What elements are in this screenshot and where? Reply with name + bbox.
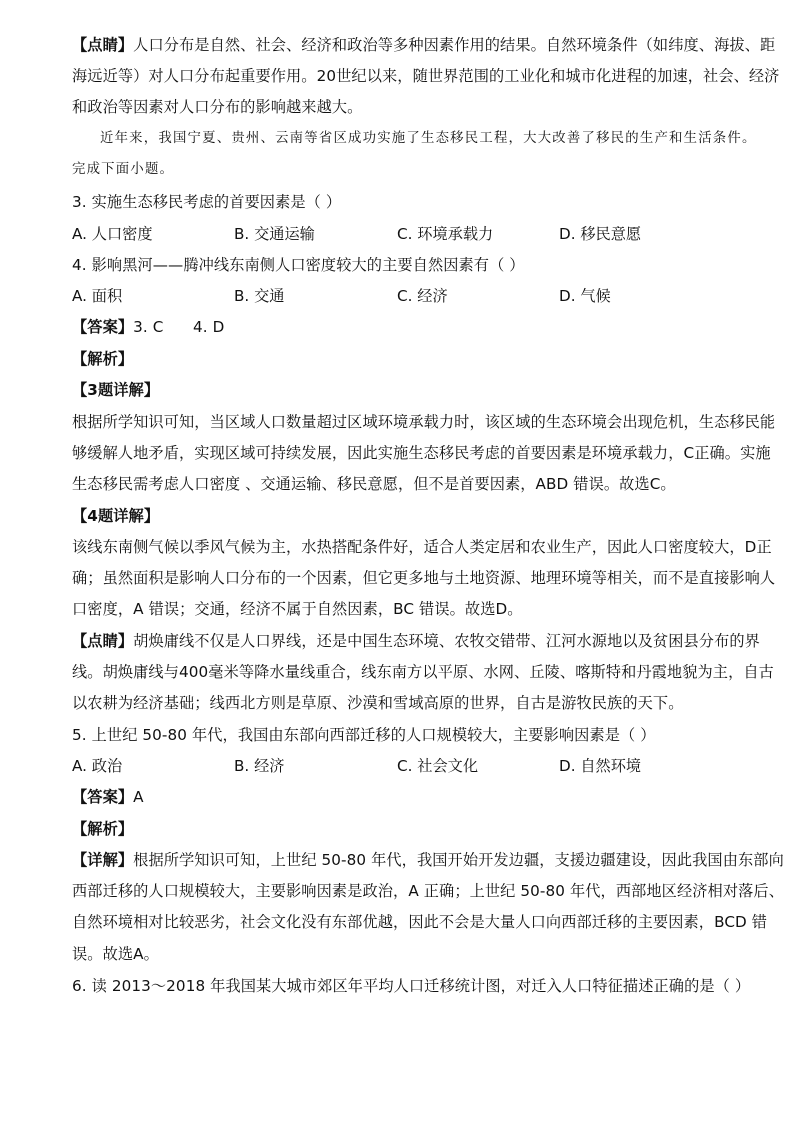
detail4-line-3: 口密度，A 错误；交通，经济不属于自然因素，BC 错误。故选D。 — [72, 600, 523, 618]
analysis2-label: 【解析】 — [72, 820, 134, 838]
detail3-line-3: 生态移民需考虑人口密度 、交通运输、移民意愿，但不是首要因素，ABD 错误。故选C。 — [72, 475, 676, 493]
answer1-text: 3. C 4. D — [133, 318, 225, 336]
q3-option-d: D. 移民意愿 — [559, 225, 642, 243]
detail3-label: 【3题详解】 — [72, 381, 160, 399]
detail5-label: 【详解】 — [72, 851, 134, 869]
q5-stem: 5. 上世纪 50-80 年代，我国由东部向西部迁移的人口规模较大，主要影响因素是（ ） — [72, 726, 656, 744]
q4-option-b: B. 交通 — [234, 287, 285, 305]
q4-option-c: C. 经济 — [397, 287, 448, 305]
detail5-line-2: 西部迁移的人口规模较大，主要影响因素是政治，A 正确；上世纪 50-80 年代，西部地区经济相对落后、 — [72, 882, 784, 900]
q6-stem: 6. 读 2013～2018 年我国某大城市郊区年平均人口迁移统计图，对迁入人口特征描述正确的是（ ） — [72, 977, 751, 995]
answer1-line — [72, 317, 224, 337]
q3-option-b: B. 交通运输 — [234, 225, 315, 243]
passage-line-1: 近年来，我国宁夏、贵州、云南等省区成功实施了生态移民工程，大大改善了移民的生产和生活条件。 — [100, 131, 757, 146]
note2-line-3: 以农耕为经济基础；线西北方则是草原、沙漠和雪域高原的世界，自古是游牧民族的天下。 — [72, 694, 684, 712]
q4-option-a: A. 面积 — [72, 287, 123, 305]
detail5-line-4: 误。故选A。 — [72, 945, 159, 963]
detail4-line-1: 该线东南侧气候以季风气候为主，水热搭配条件好，适合人类定居和农业生产，因此人口密度较大，D正 — [72, 538, 772, 556]
answer1-label: 【答案】 — [72, 318, 134, 336]
note1-label: 【点睛】 — [72, 36, 134, 54]
analysis1-label: 【解析】 — [72, 350, 134, 368]
answer2-line — [72, 787, 144, 807]
passage-line-2: 完成下面小题。 — [72, 162, 175, 177]
q5-option-a: A. 政治 — [72, 757, 123, 775]
note1-line-1: 【点睛】人口分布是自然、社会、经济和政治等多种因素作用的结果。自然环境条件（如纬度、海拔、距 — [72, 36, 776, 54]
answer2-label: 【答案】 — [72, 788, 134, 806]
q3-option-c: C. 环境承载力 — [397, 225, 494, 243]
detail4-line-2: 确；虽然面积是影响人口分布的一个因素，但它更多地与土地资源、地理环境等相关，而不是直接影响人 — [72, 569, 776, 587]
note2-label: 【点睛】 — [72, 632, 134, 650]
detail3-line-2: 够缓解人地矛盾，实现区域可持续发展，因此实施生态移民考虑的首要因素是环境承载力，C正确。实施 — [72, 444, 771, 462]
answer2-text: A — [133, 788, 144, 806]
note1-line-2: 海远近等）对人口分布起重要作用。20世纪以来，随世界范围的工业化和城市化进程的加速，社会、经济 — [72, 67, 780, 85]
detail5-line-3: 自然环境相对比较恶劣，社会文化没有东部优越，因此不会是大量人口向西部迁移的主要因素，BCD 错 — [72, 913, 768, 931]
q3-stem: 3. 实施生态移民考虑的首要因素是（ ） — [72, 193, 342, 211]
detail4-label: 【4题详解】 — [72, 507, 160, 525]
q5-option-c: C. 社会文化 — [397, 757, 479, 775]
q5-option-b: B. 经济 — [234, 757, 285, 775]
note2-line-2: 线。胡焕庸线与400毫米等降水量线重合，线东南方以平原、水网、丘陵、喀斯特和丹霞地貌为主，自古 — [72, 663, 774, 681]
detail3-line-1: 根据所学知识可知，当区域人口数量超过区域环境承载力时，该区域的生态环境会出现危机，生态移民能 — [72, 413, 776, 431]
detail5-line-1: 【详解】根据所学知识可知，上世纪 50-80 年代，我国开始开发边疆，支援边疆建设，因此我国由东部向 — [72, 851, 784, 869]
q5-option-d: D. 自然环境 — [559, 757, 642, 775]
q4-stem: 4. 影响黑河——腾冲线东南侧人口密度较大的主要自然因素有（ ） — [72, 256, 525, 274]
q4-option-d: D. 气候 — [559, 287, 611, 305]
q3-option-a: A. 人口密度 — [72, 225, 153, 243]
note2-line-1: 【点睛】胡焕庸线不仅是人口界线，还是中国生态环境、农牧交错带、江河水源地以及贫困县分布的界 — [72, 632, 760, 650]
note1-line-3: 和政治等因素对人口分布的影响越来越大。 — [72, 98, 363, 116]
